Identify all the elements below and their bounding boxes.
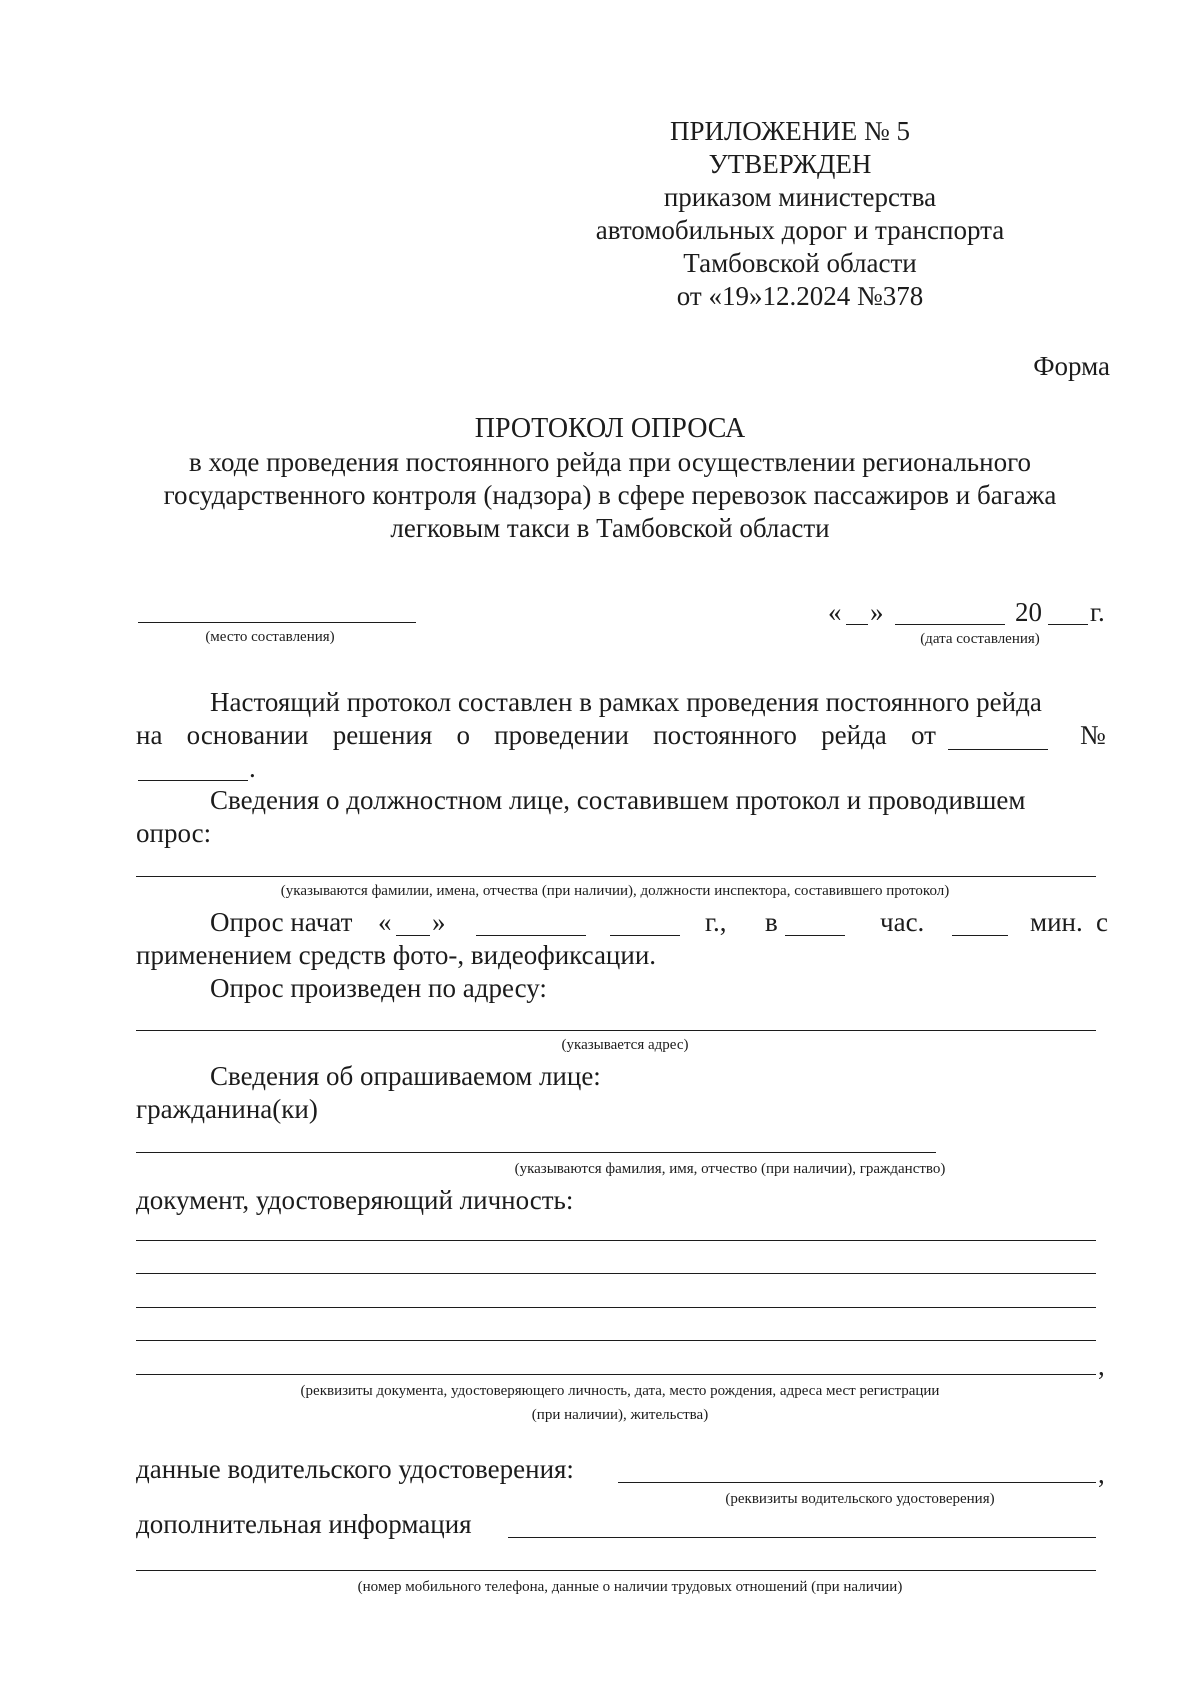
basis-word: о	[456, 720, 470, 750]
identity-line-3[interactable]	[136, 1307, 1096, 1308]
protocol-subtitle-3: легковым такси в Тамбовской области	[390, 513, 830, 543]
basis-line-2	[136, 719, 936, 752]
person-caption: (указываются фамилия, имя, отчество (при наличии), гражданство)	[514, 1161, 946, 1177]
identity-line-5[interactable]	[136, 1374, 1096, 1375]
date-year-prefix: 20	[1015, 597, 1042, 627]
official-line[interactable]	[136, 876, 1096, 877]
basis-number-line[interactable]	[138, 780, 248, 781]
approval-ministry: автомобильных дорог и транспорта	[595, 215, 1005, 245]
basis-word: от	[910, 720, 936, 750]
approval-order-ref: от «19»12.2024 №378	[676, 281, 924, 311]
start-year-label: г.,	[705, 907, 727, 937]
start-with-label: с	[1096, 907, 1108, 937]
protocol-subtitle-2: государственного контроля (надзора) в сфере перевозок пассажиров и багажа	[163, 480, 1057, 510]
date-day-line[interactable]	[846, 624, 868, 625]
basis-word: решения	[332, 720, 433, 750]
date-caption: (дата составления)	[920, 631, 1040, 647]
basis-word: рейда	[821, 720, 887, 750]
extra-line-2[interactable]	[136, 1570, 1096, 1571]
start-minutes-line[interactable]	[952, 935, 1008, 936]
basis-word: на	[136, 720, 163, 750]
start-month-line[interactable]	[476, 935, 586, 936]
basis-number-sign: №	[1080, 720, 1106, 750]
basis-word: проведении	[494, 720, 629, 750]
place-line[interactable]	[138, 622, 416, 623]
person-heading: Сведения об опрашиваемом лице:	[210, 1061, 601, 1091]
license-comma: ,	[1098, 1459, 1105, 1489]
person-line[interactable]	[136, 1152, 936, 1153]
approval-approved: УТВЕРЖДЕН	[708, 149, 872, 179]
official-line-2: опрос:	[136, 818, 212, 848]
date-open-quote: «	[828, 597, 842, 627]
approval-by-order: приказом министерства	[663, 182, 937, 212]
start-at-label: в	[765, 907, 778, 937]
basis-date-line[interactable]	[948, 749, 1048, 750]
identity-caption-2: (при наличии), жительства)	[531, 1407, 709, 1423]
license-caption: (реквизиты водительского удостоверения)	[725, 1491, 995, 1507]
start-hours-line[interactable]	[785, 935, 845, 936]
address-caption: (указывается адрес)	[561, 1037, 689, 1053]
approval-appendix: ПРИЛОЖЕНИЕ № 5	[669, 116, 911, 146]
address-line[interactable]	[136, 1030, 1096, 1031]
extra-line-1[interactable]	[508, 1537, 1096, 1538]
approval-region: Тамбовской области	[683, 248, 917, 278]
person-citizen: гражданина(ки)	[136, 1094, 318, 1124]
basis-period: .	[249, 753, 256, 783]
identity-label: документ, удостоверяющий личность:	[136, 1185, 574, 1215]
start-open-quote: «	[378, 907, 392, 937]
extra-caption: (номер мобильного телефона, данные о наличии трудовых отношений (при наличии)	[357, 1579, 903, 1595]
basis-word: основании	[186, 720, 309, 750]
place-caption: (место составления)	[205, 629, 335, 645]
official-caption: (указываются фамилии, имена, отчества (при наличии), должности инспектора, составившего протокол)	[280, 883, 950, 899]
address-label: Опрос произведен по адресу:	[210, 973, 547, 1003]
protocol-title: ПРОТОКОЛ ОПРОСА	[474, 413, 746, 444]
form-label: Форма	[1033, 351, 1110, 381]
protocol-subtitle-1: в ходе проведения постоянного рейда при осуществлении регионального	[189, 447, 1031, 477]
date-year-line[interactable]	[1048, 624, 1088, 625]
identity-caption-1: (реквизиты документа, удостоверяющего личность, дата, место рождения, адреса мест регистрации	[300, 1383, 940, 1399]
start-label: Опрос начат	[210, 907, 353, 937]
start-close-quote: »	[432, 907, 446, 937]
identity-line-2[interactable]	[136, 1273, 1096, 1274]
start-minutes-label: мин.	[1030, 907, 1083, 937]
date-year-suffix: г.	[1090, 597, 1105, 627]
start-year-line[interactable]	[610, 935, 680, 936]
license-line[interactable]	[618, 1482, 1096, 1483]
license-label: данные водительского удостоверения:	[136, 1454, 574, 1484]
start-day-line[interactable]	[396, 935, 430, 936]
identity-comma: ,	[1098, 1351, 1105, 1381]
official-line-1: Сведения о должностном лице, составившем протокол и проводившем	[210, 785, 1026, 815]
extra-label: дополнительная информация	[136, 1509, 472, 1539]
identity-line-4[interactable]	[136, 1340, 1096, 1341]
date-month-line[interactable]	[895, 624, 1005, 625]
identity-line-1[interactable]	[136, 1240, 1096, 1241]
start-line-2: применением средств фото-, видеофиксации.	[136, 940, 657, 970]
basis-word: постоянного	[653, 720, 797, 750]
basis-line-1: Настоящий протокол составлен в рамках проведения постоянного рейда	[210, 687, 1042, 717]
start-hours-label: час.	[880, 907, 925, 937]
date-close-quote: »	[870, 597, 884, 627]
